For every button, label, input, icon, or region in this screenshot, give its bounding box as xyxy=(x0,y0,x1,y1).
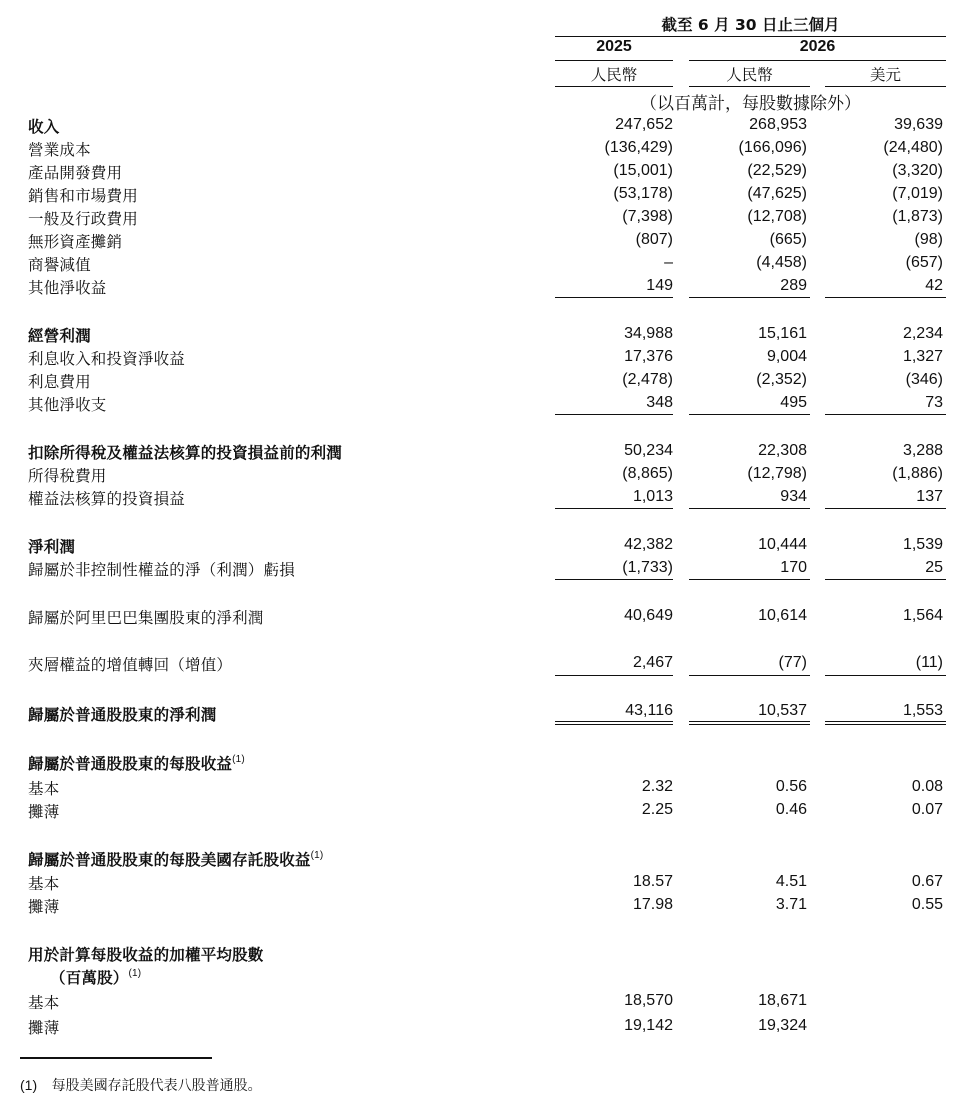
value-2025: 149 xyxy=(646,277,673,294)
value-2025: 19,142 xyxy=(624,1017,673,1034)
row-label: 淨利潤 xyxy=(28,538,76,556)
value-2025: 348 xyxy=(646,394,673,411)
value-2025: (15,001) xyxy=(613,162,673,179)
value-usd: (24,480) xyxy=(883,139,943,156)
subtotal-rule xyxy=(555,297,673,298)
value-2026: 22,308 xyxy=(758,442,807,459)
subtotal-rule xyxy=(825,579,946,580)
row-label: 無形資產攤銷 xyxy=(28,233,123,251)
header-rule-2025 xyxy=(555,60,673,61)
shares-section-subtitle: （百萬股）$^{(1)}$ xyxy=(50,968,142,987)
header-rule-2026 xyxy=(689,60,946,61)
value-2025: 2,467 xyxy=(632,654,673,671)
value-2025: 40,649 xyxy=(624,607,673,624)
value-2026: 934 xyxy=(780,488,807,505)
value-2025: 43,116 xyxy=(625,702,673,719)
row-label: 利息收入和投資淨收益 xyxy=(28,350,186,368)
eps-section-title: 歸屬於普通股股東的每股收益$^{(1)}$ xyxy=(28,754,245,773)
shares-section-title: 用於計算每股收益的加權平均股數 xyxy=(28,946,264,964)
total-double-rule xyxy=(689,721,810,722)
subtotal-rule xyxy=(689,579,810,580)
footnote-divider xyxy=(20,1057,212,1059)
value-usd: 0.67 xyxy=(911,873,943,890)
row-label: 扣除所得稅及權益法核算的投資損益前的利潤 xyxy=(28,444,343,462)
footnote-text: 每股美國存託股代表八股普通股。 xyxy=(51,1078,262,1094)
value-2026: 170 xyxy=(780,559,807,576)
value-2025: 50,234 xyxy=(624,442,673,459)
value-2026: (12,708) xyxy=(747,208,807,225)
value-2026: 18,671 xyxy=(758,992,807,1009)
value-usd: (11) xyxy=(915,654,943,671)
subtotal-rule xyxy=(825,297,946,298)
unit-note: （以百萬計，每股數據除外） xyxy=(640,94,861,114)
value-usd: (346) xyxy=(905,371,943,388)
row-label: 攤薄 xyxy=(28,803,60,821)
row-label: 產品開發費用 xyxy=(28,164,123,182)
row-label: 歸屬於阿里巴巴集團股東的淨利潤 xyxy=(28,609,264,627)
subtotal-rule xyxy=(689,297,810,298)
value-2026: (77) xyxy=(778,654,807,671)
value-usd: 137 xyxy=(916,488,943,505)
value-2026: (166,096) xyxy=(738,139,807,156)
value-2025: 17,376 xyxy=(624,348,673,365)
header-rule-c2 xyxy=(689,86,810,87)
row-label: 歸屬於非控制性權益的淨（利潤）虧損 xyxy=(28,561,295,579)
value-2026: 268,953 xyxy=(749,116,807,133)
row-label: 其他淨收支 xyxy=(28,396,107,414)
value-2026: 4.51 xyxy=(775,873,807,890)
value-2025: (53,178) xyxy=(613,185,673,202)
header-rule-top xyxy=(555,36,946,37)
row-label: 夾層權益的增值轉回（增值） xyxy=(28,656,233,674)
subtotal-rule xyxy=(689,508,810,509)
row-label: 一般及行政費用 xyxy=(28,210,138,228)
value-2025: 247,652 xyxy=(615,116,673,133)
value-2025: 17.98 xyxy=(632,896,673,913)
value-2026: 10,444 xyxy=(758,536,807,553)
subtotal-rule xyxy=(555,414,673,415)
value-2026: 10,537 xyxy=(758,702,807,719)
subtotal-rule xyxy=(555,508,673,509)
year-2026-header: 2026 xyxy=(799,38,836,55)
value-usd: 1,553 xyxy=(902,702,943,719)
value-2026: (22,529) xyxy=(747,162,807,179)
value-2025: (1,733) xyxy=(622,559,673,576)
value-2026: (4,458) xyxy=(756,254,807,271)
value-usd: 0.55 xyxy=(911,896,943,913)
row-label: 攤薄 xyxy=(28,898,60,916)
subtotal-rule xyxy=(825,675,946,676)
value-usd: (7,019) xyxy=(892,185,943,202)
value-2025: (807) xyxy=(635,231,673,248)
year-2025-header: 2025 xyxy=(596,38,632,55)
row-label: 攤薄 xyxy=(28,1019,60,1037)
value-2026: (47,625) xyxy=(747,185,807,202)
footnote-ref: (1) xyxy=(128,968,142,979)
value-usd: (1,886) xyxy=(892,465,943,482)
subtotal-rule xyxy=(825,508,946,509)
value-2026: 10,614 xyxy=(758,607,807,624)
value-2026: 15,161 xyxy=(758,325,807,342)
total-double-rule xyxy=(825,721,946,722)
value-2026: 3.71 xyxy=(775,896,807,913)
row-label: 基本 xyxy=(28,994,60,1012)
row-label: 其他淨收益 xyxy=(28,279,107,297)
value-2025: 2.32 xyxy=(641,778,673,795)
value-usd: 42 xyxy=(925,277,943,294)
total-double-rule xyxy=(689,724,810,725)
value-2026: 0.56 xyxy=(775,778,807,795)
row-label: 利息費用 xyxy=(28,373,91,391)
row-label: 經營利潤 xyxy=(28,327,91,345)
currency-rmb-2025: 人民幣 xyxy=(590,66,638,84)
value-2026: 9,004 xyxy=(766,348,807,365)
value-usd: 73 xyxy=(925,394,943,411)
value-2026: 0.46 xyxy=(775,801,807,818)
header-rule-c3 xyxy=(825,86,946,87)
subtotal-rule xyxy=(555,675,673,676)
subtotal-rule xyxy=(689,414,810,415)
row-label: 基本 xyxy=(28,780,60,798)
value-2026: (12,798) xyxy=(747,465,807,482)
value-2025: 42,382 xyxy=(624,536,673,553)
subtotal-rule xyxy=(555,579,673,580)
value-2025: – xyxy=(664,254,673,271)
value-2026: 19,324 xyxy=(758,1017,807,1034)
total-double-rule xyxy=(825,724,946,725)
value-2025: (7,398) xyxy=(622,208,673,225)
value-2026: 495 xyxy=(780,394,807,411)
value-2025: 34,988 xyxy=(624,325,673,342)
value-2025: 18.57 xyxy=(632,873,673,890)
subtotal-rule xyxy=(689,675,810,676)
footnote xyxy=(20,1075,262,1095)
value-usd: 1,327 xyxy=(902,348,943,365)
value-2025: 2.25 xyxy=(641,801,673,818)
value-usd: 0.07 xyxy=(911,801,943,818)
value-usd: 0.08 xyxy=(911,778,943,795)
value-usd: 2,234 xyxy=(902,325,943,342)
row-label: 銷售和市場費用 xyxy=(28,187,138,205)
value-usd: 39,639 xyxy=(894,116,943,133)
value-2025: (8,865) xyxy=(622,465,673,482)
value-2025: (2,478) xyxy=(622,371,673,388)
value-usd: (657) xyxy=(905,254,943,271)
row-label: 收入 xyxy=(28,118,60,136)
currency-rmb-2026: 人民幣 xyxy=(726,66,773,84)
header-rule-c1 xyxy=(555,86,673,87)
row-label: 商譽減值 xyxy=(28,256,91,274)
row-label: 基本 xyxy=(28,875,60,893)
value-2025: 18,570 xyxy=(624,992,673,1009)
footnote-ref: (1) xyxy=(232,754,245,765)
value-usd: (3,320) xyxy=(892,162,943,179)
currency-usd: 美元 xyxy=(869,66,901,84)
footnote-ref: (1) xyxy=(310,850,324,861)
value-usd: 3,288 xyxy=(902,442,943,459)
row-label: 歸屬於普通股股東的淨利潤 xyxy=(28,706,217,724)
value-2025: (136,429) xyxy=(604,139,673,156)
total-double-rule xyxy=(555,721,673,722)
value-2026: (2,352) xyxy=(756,371,807,388)
subtotal-rule xyxy=(825,414,946,415)
value-usd: 1,539 xyxy=(902,536,943,553)
value-usd: 1,564 xyxy=(902,607,943,624)
period-header: 截至 6 月 30 日止三個月 xyxy=(661,16,840,34)
row-label: 權益法核算的投資損益 xyxy=(28,490,186,508)
footnote-marker: (1) xyxy=(20,1077,38,1093)
ads-eps-section-title: 歸屬於普通股股東的每股美國存託股收益$^{(1)}$ xyxy=(28,850,324,869)
value-usd: (98) xyxy=(914,231,943,248)
value-usd: 25 xyxy=(925,559,943,576)
value-2026: (665) xyxy=(769,231,807,248)
row-label: 營業成本 xyxy=(28,141,91,159)
total-double-rule xyxy=(555,724,673,725)
value-2025: 1,013 xyxy=(632,488,673,505)
value-2026: 289 xyxy=(780,277,807,294)
row-label: 所得稅費用 xyxy=(28,467,107,485)
value-usd: (1,873) xyxy=(892,208,943,225)
